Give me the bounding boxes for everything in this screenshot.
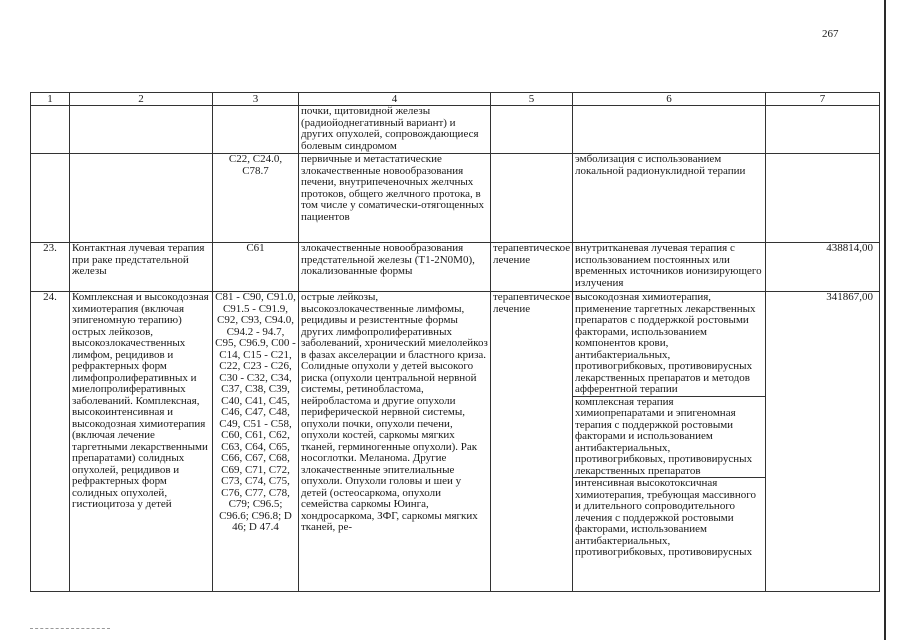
treatment-method: внутритканевая лучевая терапия с использованием постоянных или временных источников ионизирующего излучения — [573, 243, 766, 292]
treatment-method: комплексная терапия химиопрепаратами и эпигеномная терапия с поддержкой ростовыми факторами и использованием антибактериальных, противогрибковых, противовирусных лекарственных препаратов — [573, 396, 765, 478]
icd-codes — [213, 106, 299, 154]
table-row — [31, 243, 880, 292]
standard-cost — [766, 106, 880, 154]
condition-description: острые лейкозы, высокозлокачественные лимфомы, рецидивы и резистентные формы других лимфопролиферативных заболеваний, хронический миелолейкоз в фазах акселерации и бластного криза. Солидные опухоли у детей высокого риска (опухоли центральной нервной системы, ретинобластома, нейробластома и другие опухоли периферической нервной системы, опухоли почки, опухоли печени, опухоли костей, саркомы мягких тканей, герминогенные опухоли). Рак носоглотки. Меланома. Другие злокачественные эпителиальные опухоли. Опухоли головы и шеи у детей (остеосаркома, опухоли семейства саркомы Юинга, хондросаркома, ЗФГ, саркомы мягких тканей, ре- — [299, 292, 491, 592]
col-header-2: 2 — [70, 93, 213, 106]
condition-description: почки, щитовидной железы (радиойоднегативный вариант) и других опухолей, сопровождающиеся болевым синдромом — [299, 106, 491, 154]
treatment-type — [491, 106, 573, 154]
treatment-type: терапевтическое лечение — [491, 292, 573, 592]
treatment-type — [491, 154, 573, 243]
scan-artifact-line — [30, 628, 110, 629]
table-row — [31, 292, 880, 592]
icd-codes: C81 - C90, C91.0, C91.5 - C91.9, C92, C93, C94.0, C94.2 - 94.7, C95, C96.9, C00 - C14, C15 - C21, C22, C23 - C26, C30 - C32, C34, C37, C38, C39, C40, C41, C45, C46, C47, C48, C49, C51 - C58, C60, C61, C62, C63, C64, C65, C66, C67, C68, C69, C71, C72, C73, C74, C75, C76, C77, C78, C79; C96.5; C96.6; C96.8; D 46; D 47.4 — [213, 292, 299, 592]
treatment-methods — [573, 292, 766, 592]
col-header-5: 5 — [491, 93, 573, 106]
care-type-name — [70, 106, 213, 154]
treatment-method: высокодозная химиотерапия, применение таргетных лекарственных препаратов с поддержкой ростовыми факторами, использованием компонентов крови, антибактериальных, противогрибковых, противовирусных лекарственных препаратов и методов афферентной терапии — [575, 291, 756, 395]
row-number: 23. — [31, 243, 70, 292]
icd-codes: C22, C24.0, C78.7 — [213, 154, 299, 243]
table-header-row — [31, 93, 880, 106]
standard-cost: 341867,00 — [766, 292, 880, 592]
treatment-method — [573, 106, 766, 154]
treatment-method: эмболизация с использованием локальной радионуклидной терапии — [573, 154, 766, 243]
medical-care-table — [30, 92, 880, 592]
page-edge-rule — [884, 0, 886, 640]
icd-codes: C61 — [213, 243, 299, 292]
row-number — [31, 154, 70, 243]
care-type-name: Контактная лучевая терапия при раке предстательной железы — [70, 243, 213, 292]
row-number — [31, 106, 70, 154]
row-number: 24. — [31, 292, 70, 592]
col-header-1: 1 — [31, 93, 70, 106]
care-type-name: Комплексная и высокодозная химиотерапия (включая эпигеномную терапию) острых лейкозов, высокозлокачественных лимфом, рецидивов и рефрактерных форм лимфопролиферативных и миелопролиферативных заболеваний. Комплексная, высокоинтенсивная и высокодозная химиотерапия (включая лечение таргетными лекарственными препаратами) солидных опухолей, рецидивов и рефрактерных форм солидных опухолей, гистиоцитоза у детей — [70, 292, 213, 592]
col-header-3: 3 — [213, 93, 299, 106]
table-row — [31, 154, 880, 243]
table-row — [31, 106, 880, 154]
care-type-name — [70, 154, 213, 243]
page-number: 267 — [822, 28, 839, 40]
col-header-6: 6 — [573, 93, 766, 106]
condition-description: первичные и метастатические злокачественные новообразования печени, внутрипеченочных желчных протоков, общего желчного протока, в том числе у соматически-отягощенных пациентов — [299, 154, 491, 243]
treatment-method: интенсивная высокотоксичная химиотерапия, требующая массивного и длительного сопроводительного лечения с поддержкой ростовыми факторами, использованием антибактериальных, противогрибковых, противовирусных — [573, 477, 765, 559]
col-header-4: 4 — [299, 93, 491, 106]
treatment-type: терапевтическое лечение — [491, 243, 573, 292]
condition-description: злокачественные новообразования предстательной железы (T1-2N0M0), локализованные формы — [299, 243, 491, 292]
col-header-7: 7 — [766, 93, 880, 106]
standard-cost: 438814,00 — [766, 243, 880, 292]
standard-cost — [766, 154, 880, 243]
